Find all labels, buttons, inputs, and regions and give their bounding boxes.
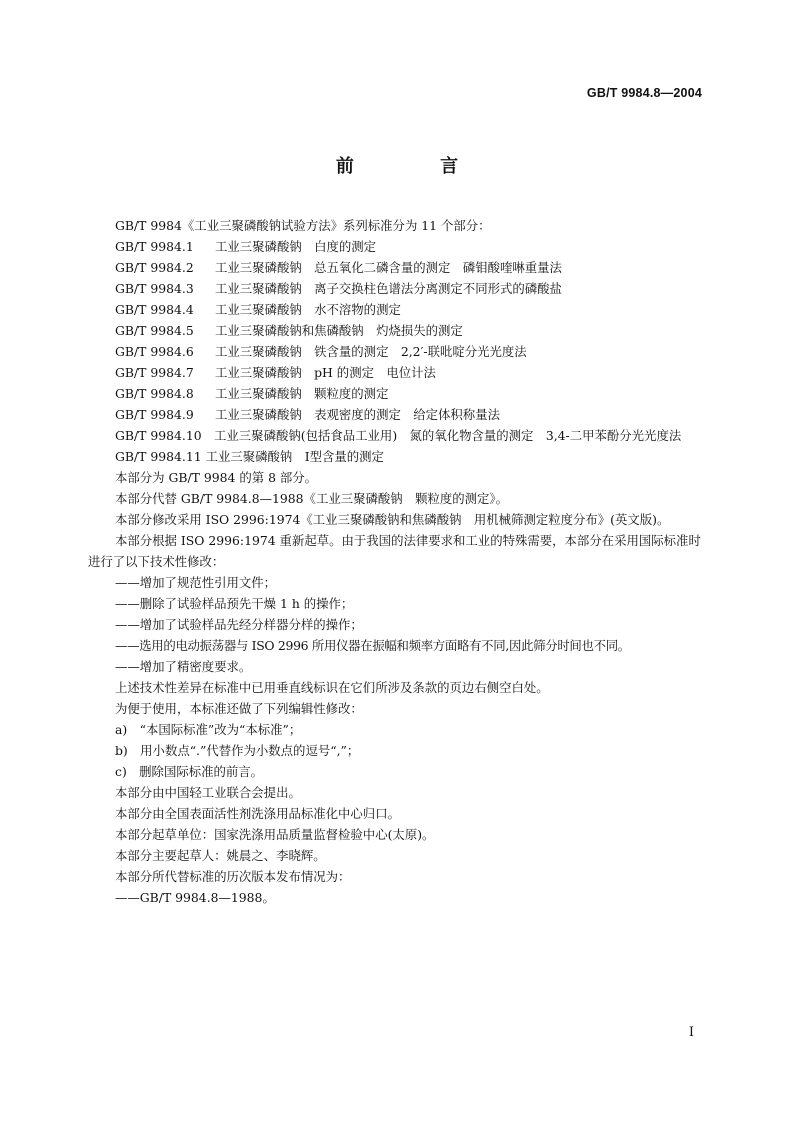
editorial-item: b) 用小数点“.”代替作为小数点的逗号“,”； <box>115 743 360 758</box>
part-title: 工业三聚磷酸钠 白度的测定 <box>215 239 377 254</box>
part-title: 工业三聚磷酸钠 Ⅰ型含量的测定 <box>205 449 384 464</box>
document-body <box>88 215 708 908</box>
part-number: GB/T 9984.7 <box>115 365 194 380</box>
part-title: 工业三聚磷酸钠 表观密度的测定 给定体积称量法 <box>215 407 500 422</box>
editorial-item: c) 删除国际标准的前言。 <box>115 764 264 779</box>
part-number: GB/T 9984.10 <box>115 428 202 443</box>
modification-item: ——删除了试验样品预先干燥 1 h 的操作； <box>115 596 354 611</box>
modification-item: ——增加了试验样品先经分样器分样的操作； <box>115 617 363 632</box>
body-paragraph: 本部分所代替标准的历次版本发布情况为： <box>115 869 351 884</box>
modification-item: ——增加了规范性引用文件； <box>115 575 277 590</box>
part-list-item <box>88 404 708 425</box>
body-paragraph: 本部分主要起草人：姚晨之、李晓辉。 <box>115 848 326 863</box>
part-number: GB/T 9984.6 <box>115 344 194 359</box>
part-list-item <box>88 299 708 320</box>
part-list-item <box>88 425 708 446</box>
part-number: GB/T 9984.8 <box>115 386 194 401</box>
part-list-item <box>88 341 708 362</box>
part-list-item <box>88 278 708 299</box>
part-title: 工业三聚磷酸钠 总五氧化二磷含量的测定 磷钼酸喹啉重量法 <box>215 260 562 275</box>
modification-item: ——选用的电动振荡器与 ISO 2996 所用仪器在振幅和频率方面略有不同,因此筛分时间也不同。 <box>115 638 630 653</box>
body-paragraph: 本部分修改采用 ISO 2996:1974《工业三聚磷酸钠和焦磷酸钠 用机械筛测定粒度分布》(英文版)。 <box>115 512 670 527</box>
part-number: GB/T 9984.9 <box>115 407 194 422</box>
part-list-item <box>88 383 708 404</box>
part-title: 工业三聚磷酸钠 颗粒度的测定 <box>215 386 389 401</box>
part-list-item <box>88 446 708 467</box>
body-paragraph: 上述技术性差异在标准中已用垂直线标识在它们所涉及条款的页边右侧空白处。 <box>115 680 549 695</box>
body-paragraph: 本部分由中国轻工业联合会提出。 <box>115 785 301 800</box>
part-number: GB/T 9984.3 <box>115 281 194 296</box>
standard-code: GB/T 9984.8—2004 <box>586 86 702 100</box>
page-title: 前 言 <box>335 156 499 177</box>
editorial-item: a) “本国际标准”改为“本标准”； <box>115 722 302 737</box>
body-paragraph: ——GB/T 9984.8—1988。 <box>115 890 275 905</box>
part-list-item <box>88 257 708 278</box>
page-number: I <box>688 1025 694 1040</box>
part-title: 工业三聚磷酸钠 pH 的测定 电位计法 <box>215 365 436 380</box>
part-number: GB/T 9984.4 <box>115 302 194 317</box>
part-title: 工业三聚磷酸钠(包括食品工业用) 氮的氧化物含量的测定 3,4-二甲苯酚分光光度法 <box>214 428 682 443</box>
part-title: 工业三聚磷酸钠和焦磷酸钠 灼烧损失的测定 <box>215 323 463 338</box>
intro-paragraph: GB/T 9984《工业三聚磷酸钠试验方法》系列标准分为 11 个部分： <box>115 218 491 233</box>
part-number: GB/T 9984.2 <box>115 260 194 275</box>
body-paragraph: 本部分根据 ISO 2996:1974 重新起草。由于我国的法律要求和工业的特殊需要，本部分在采用国际标准时进行了以下技术性修改： <box>88 533 701 569</box>
body-paragraph: 本部分由全国表面活性剂洗涤用品标准化中心归口。 <box>115 806 400 821</box>
part-number: GB/T 9984.1 <box>115 239 194 254</box>
part-list-item <box>88 320 708 341</box>
modification-item: ——增加了精密度要求。 <box>115 659 252 674</box>
part-list-item <box>88 362 708 383</box>
part-title: 工业三聚磷酸钠 离子交换柱色谱法分离测定不同形式的磷酸盐 <box>215 281 562 296</box>
body-paragraph: 为便于使用，本标准还做了下列编辑性修改： <box>115 701 363 716</box>
body-paragraph: 本部分为 GB/T 9984 的第 8 部分。 <box>115 470 318 485</box>
part-title: 工业三聚磷酸钠 水不溶物的测定 <box>215 302 401 317</box>
body-paragraph: 本部分代替 GB/T 9984.8—1988《工业三聚磷酸钠 颗粒度的测定》。 <box>115 491 508 506</box>
body-paragraph: 本部分起草单位：国家洗涤用品质量监督检验中心(太原)。 <box>115 827 435 842</box>
part-number: GB/T 9984.5 <box>115 323 194 338</box>
part-title: 工业三聚磷酸钠 铁含量的测定 2,2′-联吡啶分光光度法 <box>215 344 527 359</box>
part-list-item <box>88 236 708 257</box>
part-number: GB/T 9984.11 <box>115 449 202 464</box>
